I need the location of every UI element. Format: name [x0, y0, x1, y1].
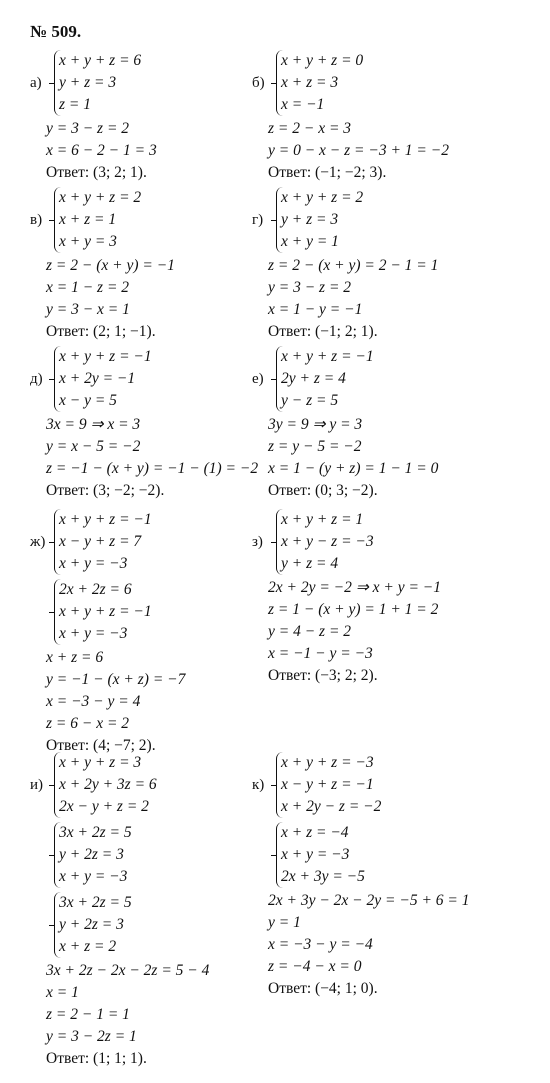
solution-step: z = 2 − 1 = 1 — [46, 1006, 130, 1023]
brace-tip — [271, 83, 277, 84]
equation-system — [54, 187, 141, 253]
problem-label: в) — [30, 212, 43, 228]
equation-system — [54, 346, 152, 412]
solution-step: x = 1 − (y + z) = 1 − 1 = 0 — [268, 460, 439, 477]
solution-step: z = −4 − x = 0 — [268, 958, 362, 975]
brace-tip — [49, 925, 55, 926]
solution-step: z = y − 5 = −2 — [268, 438, 362, 455]
system-equation: y + z = 4 — [281, 555, 339, 572]
system-equation: x + y + z = 0 — [281, 52, 364, 69]
solution-step: y = 0 − x − z = −3 + 1 = −2 — [268, 142, 449, 159]
answer: Ответ: (3; −2; −2). — [46, 482, 165, 499]
solution-steps — [46, 255, 175, 343]
system-equation: 3x + 2z = 5 — [59, 894, 132, 911]
answer: Ответ: (3; 2; 1). — [46, 164, 147, 181]
system-equation: x + y + z = 1 — [281, 511, 364, 528]
system-equation: 2x − y + z = 2 — [59, 798, 149, 815]
system-equation: x + y + z = −1 — [59, 511, 152, 528]
solution-step: z = 2 − (x + y) = 2 − 1 = 1 — [268, 257, 439, 274]
answer: Ответ: (1; 1; 1). — [46, 1050, 147, 1067]
system-equation: x + y − z = −3 — [281, 533, 374, 550]
solution-steps — [46, 118, 157, 184]
solution-steps — [268, 414, 438, 502]
exercise-number: № 509. — [30, 22, 82, 41]
system-equation: x − y = 5 — [59, 392, 117, 409]
solution-step: y = 3 − 2z = 1 — [46, 1028, 137, 1045]
system-equation: x + y + z = −3 — [281, 754, 374, 771]
system-equation: x + y + z = 6 — [59, 52, 142, 69]
brace-tip — [49, 785, 55, 786]
brace-tip — [271, 542, 277, 543]
system-equation: x + y + z = −1 — [59, 348, 152, 365]
problem-label: е) — [252, 371, 264, 387]
system-equation: x + z = 2 — [59, 938, 117, 955]
system-equation: x = −1 — [281, 96, 325, 113]
equation-system — [276, 752, 381, 818]
system-equation: 2x + 3y = −5 — [281, 868, 365, 885]
problem-label: а) — [30, 75, 42, 91]
brace-tip — [271, 379, 277, 380]
brace-tip — [49, 855, 55, 856]
equation-system — [54, 579, 152, 645]
system-equation: x − y + z = −1 — [281, 776, 374, 793]
solution-step: 2x + 3y − 2x − 2y = −5 + 6 = 1 — [268, 892, 470, 909]
brace-tip — [49, 612, 55, 613]
solution-step: y = 3 − x = 1 — [46, 301, 130, 318]
solution-step: z = −1 − (x + y) = −1 − (1) = −2 — [46, 460, 259, 477]
solution-step: 3y = 9 ⇒ y = 3 — [268, 416, 363, 433]
answer: Ответ: (−1; 2; 1). — [268, 323, 378, 340]
system-equation: 2x + 2z = 6 — [59, 581, 132, 598]
solution-steps — [46, 414, 258, 502]
solution-step: z = 1 − (x + y) = 1 + 1 = 2 — [268, 601, 439, 618]
equation-system — [54, 892, 132, 958]
brace-tip — [271, 220, 277, 221]
problem-label: и) — [30, 777, 44, 793]
solution-step: y = 3 − z = 2 — [268, 279, 352, 296]
solution-step: z = 2 − (x + y) = −1 — [46, 257, 175, 274]
problem-label: з) — [252, 534, 263, 550]
brace-tip — [271, 855, 277, 856]
solution-steps — [46, 960, 209, 1070]
solution-step: x = 1 − z = 2 — [46, 279, 130, 296]
system-equation: x + y = 3 — [59, 233, 117, 250]
solution-steps — [268, 118, 449, 184]
system-equation: 2y + z = 4 — [281, 370, 346, 387]
system-equation: x + 2y − z = −2 — [281, 798, 382, 815]
system-equation: x − y + z = 7 — [59, 533, 142, 550]
brace-tip — [271, 785, 277, 786]
solution-steps — [268, 577, 441, 687]
equation-system — [54, 50, 141, 116]
problem-label: д) — [30, 371, 43, 387]
problem-label: ж) — [30, 534, 46, 550]
system-equation: x + y = −3 — [59, 555, 128, 572]
system-equation: 3x + 2z = 5 — [59, 824, 132, 841]
solution-step: x + z = 6 — [46, 649, 104, 666]
system-equation: x + 2y + 3z = 6 — [59, 776, 157, 793]
system-equation: x + y + z = −1 — [59, 603, 152, 620]
solution-step: x = 6 − 2 − 1 = 3 — [46, 142, 157, 159]
system-equation: x + y = −3 — [59, 625, 128, 642]
system-equation: x + y + z = 2 — [281, 189, 364, 206]
solution-step: x = −3 − y = 4 — [46, 693, 141, 710]
solution-step: x = 1 − y = −1 — [268, 301, 363, 318]
equation-system — [276, 187, 363, 253]
solution-step: y = 4 − z = 2 — [268, 623, 352, 640]
system-equation: x + z = −4 — [281, 824, 349, 841]
solution-steps — [268, 255, 438, 343]
problem-label: б) — [252, 75, 265, 91]
brace-tip — [49, 379, 55, 380]
brace-tip — [49, 220, 55, 221]
equation-system — [276, 822, 365, 888]
equation-system — [54, 752, 157, 818]
solution-steps — [46, 647, 185, 757]
solution-steps — [268, 890, 470, 1000]
system-equation: y + z = 3 — [59, 74, 117, 91]
answer: Ответ: (4; −7; 2). — [46, 737, 156, 754]
solution-step: 3x = 9 ⇒ x = 3 — [46, 416, 141, 433]
solution-step: y = −1 − (x + z) = −7 — [46, 671, 186, 688]
solution-step: y = 1 — [268, 914, 301, 931]
equation-system — [276, 50, 363, 116]
equation-system — [54, 509, 152, 575]
solution-step: 3x + 2z − 2x − 2z = 5 − 4 — [46, 962, 210, 979]
system-equation: x + y + z = −1 — [281, 348, 374, 365]
system-equation: z = 1 — [59, 96, 91, 113]
system-equation: x + y = −3 — [59, 868, 128, 885]
solution-step: 2x + 2y = −2 ⇒ x + y = −1 — [268, 579, 442, 596]
system-equation: x + y = 1 — [281, 233, 339, 250]
answer: Ответ: (−3; 2; 2). — [268, 667, 378, 684]
system-equation: y + 2z = 3 — [59, 846, 124, 863]
problem-label: г) — [252, 212, 264, 228]
equation-system — [276, 509, 374, 575]
brace-tip — [49, 542, 55, 543]
solution-step: x = −1 − y = −3 — [268, 645, 373, 662]
system-equation: y − z = 5 — [281, 392, 339, 409]
system-equation: x + y + z = 3 — [59, 754, 142, 771]
system-equation: y + 2z = 3 — [59, 916, 124, 933]
system-equation: x + y = −3 — [281, 846, 350, 863]
system-equation: x + 2y = −1 — [59, 370, 136, 387]
solution-step: z = 2 − x = 3 — [268, 120, 352, 137]
solution-step: y = x − 5 = −2 — [46, 438, 141, 455]
answer: Ответ: (−4; 1; 0). — [268, 980, 378, 997]
problem-label: к) — [252, 777, 265, 793]
solution-step: x = −3 − y = −4 — [268, 936, 373, 953]
system-equation: x + z = 3 — [281, 74, 339, 91]
solution-step: z = 6 − x = 2 — [46, 715, 130, 732]
answer: Ответ: (0; 3; −2). — [268, 482, 378, 499]
system-equation: x + y + z = 2 — [59, 189, 142, 206]
equation-system — [54, 822, 132, 888]
brace-tip — [49, 83, 55, 84]
system-equation: x + z = 1 — [59, 211, 117, 228]
system-equation: y + z = 3 — [281, 211, 339, 228]
answer: Ответ: (−1; −2; 3). — [268, 164, 387, 181]
answer: Ответ: (2; 1; −1). — [46, 323, 156, 340]
solution-step: y = 3 − z = 2 — [46, 120, 130, 137]
solution-step: x = 1 — [46, 984, 79, 1001]
equation-system — [276, 346, 374, 412]
